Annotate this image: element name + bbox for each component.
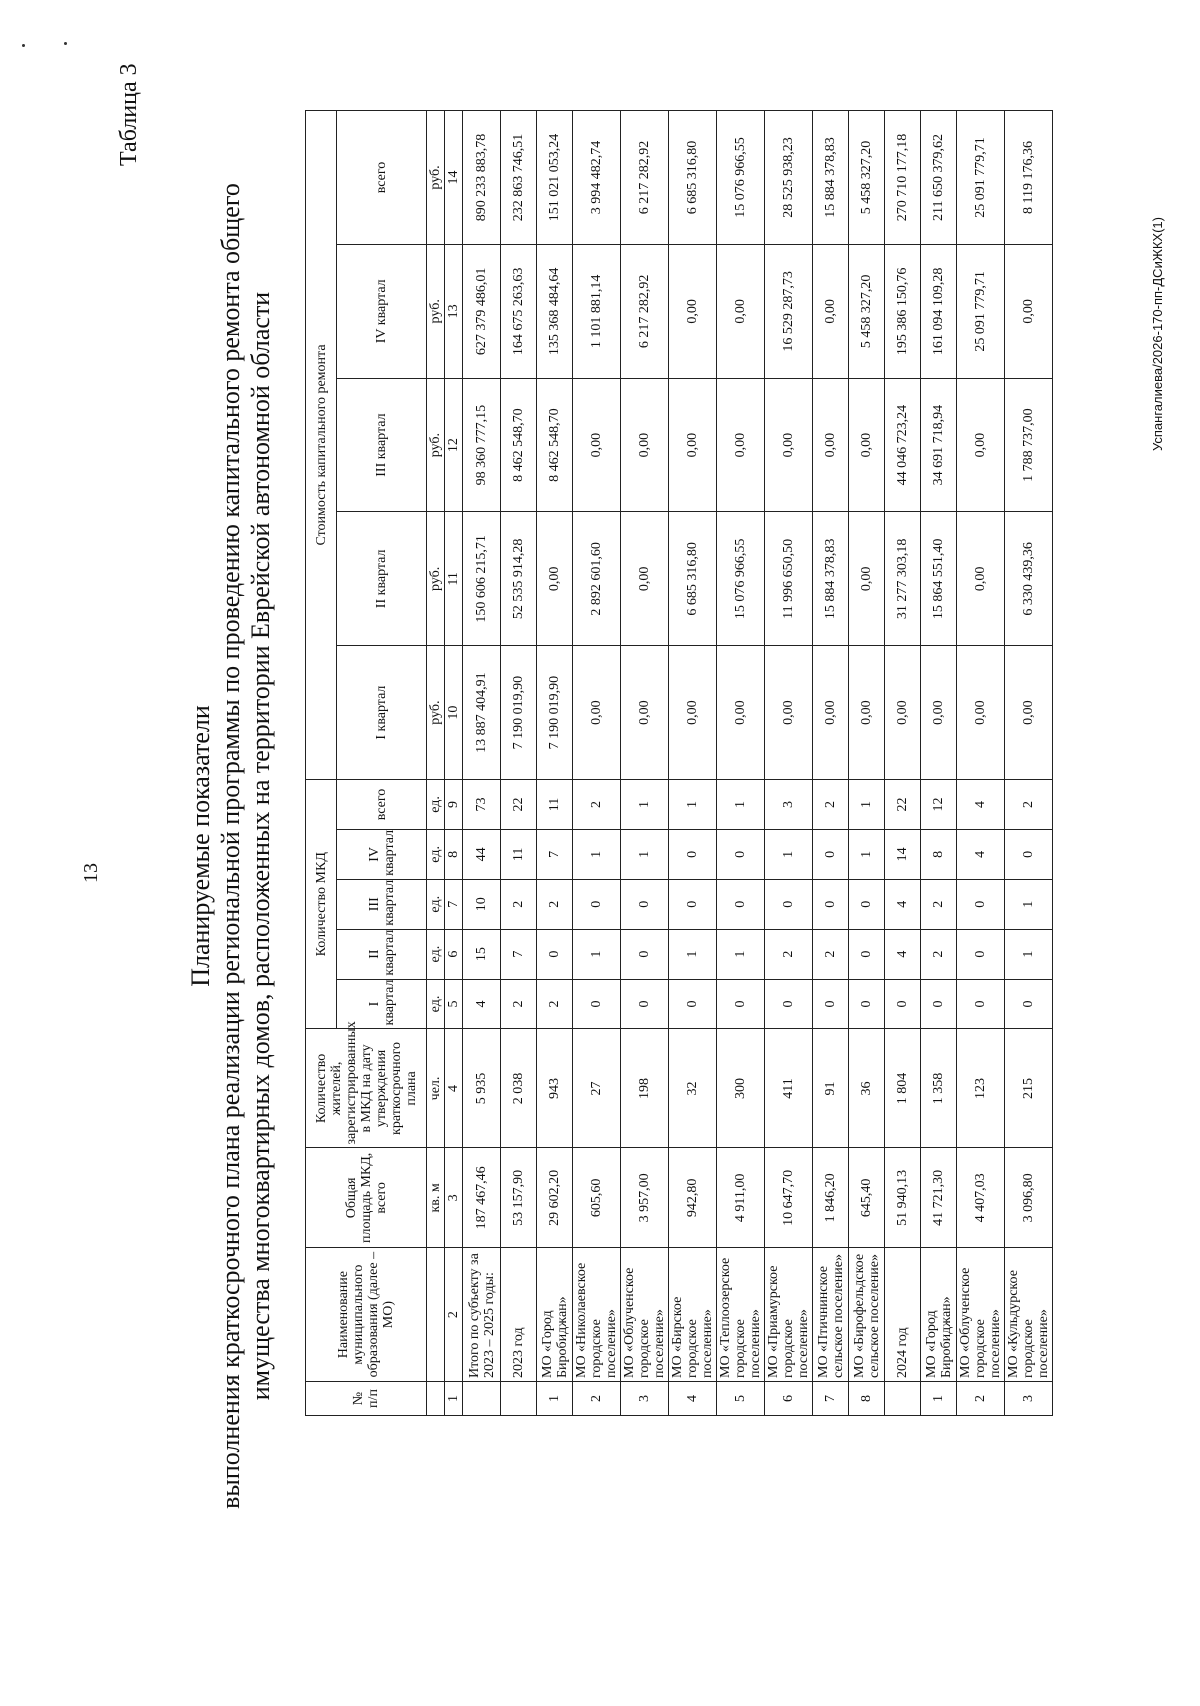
table-cell: 15 864 551,40 bbox=[921, 512, 957, 646]
table-cell: 0,00 bbox=[717, 646, 765, 780]
header-cost-q3: III квартал bbox=[337, 378, 427, 512]
table-cell: 7 190 019,90 bbox=[537, 646, 573, 780]
table-cell: 2 892 601,60 bbox=[573, 512, 621, 646]
table-cell: 0 bbox=[765, 879, 813, 929]
table-cell: 1 bbox=[1005, 879, 1053, 929]
table-cell: МО «Облученское городское поселение» bbox=[957, 1248, 1005, 1382]
table-cell: 1 bbox=[921, 1382, 957, 1416]
table-cell: 1 bbox=[537, 1382, 573, 1416]
table-cell: 98 360 777,15 bbox=[463, 378, 501, 512]
table-row bbox=[501, 111, 537, 1416]
table-row bbox=[1005, 111, 1053, 1416]
table-cell: МО «Приамурское городское поселение» bbox=[765, 1248, 813, 1382]
table-cell: 0,00 bbox=[669, 646, 717, 780]
table-cell: 0,00 bbox=[849, 378, 885, 512]
header-mkd-group: Количество МКД bbox=[306, 779, 337, 1028]
table-cell: 0 bbox=[957, 929, 1005, 979]
table-cell bbox=[463, 1382, 501, 1416]
table-cell: 0 bbox=[849, 929, 885, 979]
header-mkd-q4: IV квартал bbox=[337, 829, 427, 879]
units-row bbox=[427, 111, 445, 1416]
table-cell: 1 bbox=[849, 779, 885, 829]
table-cell: 3 994 482,74 bbox=[573, 111, 621, 245]
table-cell: 0 bbox=[621, 979, 669, 1029]
title-line: Планируемые показатели bbox=[186, 705, 215, 987]
table-cell: 2 bbox=[921, 879, 957, 929]
table-cell: 0,00 bbox=[669, 244, 717, 378]
unit-cell: руб. bbox=[427, 244, 445, 378]
table-cell: 300 bbox=[717, 1029, 765, 1148]
table-cell: 6 330 439,36 bbox=[1005, 512, 1053, 646]
table-row bbox=[765, 111, 813, 1416]
unit-cell: ед. bbox=[427, 879, 445, 929]
table-body bbox=[463, 111, 1053, 1416]
table-cell: 1 bbox=[621, 829, 669, 879]
table-cell: 25 091 779,71 bbox=[957, 244, 1005, 378]
table-cell: 0,00 bbox=[621, 512, 669, 646]
table-cell: 5 bbox=[717, 1382, 765, 1416]
table-cell: 1 bbox=[669, 779, 717, 829]
indicators-table bbox=[305, 110, 1053, 1416]
table-cell: 0,00 bbox=[621, 646, 669, 780]
table-cell: 16 529 287,73 bbox=[765, 244, 813, 378]
table-cell: 0 bbox=[1005, 829, 1053, 879]
table-cell: 1 bbox=[1005, 929, 1053, 979]
table-cell: 6 217 282,92 bbox=[621, 111, 669, 245]
table-cell: 0 bbox=[669, 879, 717, 929]
table-cell: МО «Бирофельдское сельское поселение» bbox=[849, 1248, 885, 1382]
table-cell: 11 bbox=[537, 779, 573, 829]
column-number-cell: 10 bbox=[445, 646, 463, 780]
table-cell: 135 368 484,64 bbox=[537, 244, 573, 378]
table-cell: 151 021 053,24 bbox=[537, 111, 573, 245]
unit-cell: руб. bbox=[427, 646, 445, 780]
table-cell: 36 bbox=[849, 1029, 885, 1148]
column-number-cell: 6 bbox=[445, 929, 463, 979]
table-row bbox=[885, 111, 921, 1416]
table-cell: МО «Город Биробиджан» bbox=[537, 1248, 573, 1382]
table-cell: 0 bbox=[717, 979, 765, 1029]
table-cell: 7 bbox=[501, 929, 537, 979]
table-cell: 2 bbox=[1005, 779, 1053, 829]
table-cell: 123 bbox=[957, 1029, 1005, 1148]
table-cell: МО «Теплоозерское городское поселение» bbox=[717, 1248, 765, 1382]
table-label: Таблица 3 bbox=[116, 63, 142, 166]
table-cell: 0,00 bbox=[717, 378, 765, 512]
table-cell: 34 691 718,94 bbox=[921, 378, 957, 512]
table-cell: МО «Николаевское городское поселение» bbox=[573, 1248, 621, 1382]
table-cell: 0 bbox=[885, 979, 921, 1029]
table-cell: 3 bbox=[621, 1382, 669, 1416]
table-cell: 8 119 176,36 bbox=[1005, 111, 1053, 245]
table-row bbox=[921, 111, 957, 1416]
header-cost-total: всего bbox=[337, 111, 427, 245]
table-cell: 0,00 bbox=[669, 378, 717, 512]
unit-cell: руб. bbox=[427, 111, 445, 245]
table-cell: 232 863 746,51 bbox=[501, 111, 537, 245]
table-cell: 15 884 378,83 bbox=[813, 111, 849, 245]
table-row bbox=[717, 111, 765, 1416]
table-cell: 15 076 966,55 bbox=[717, 111, 765, 245]
table-cell: 0 bbox=[921, 979, 957, 1029]
table-cell: 0 bbox=[621, 929, 669, 979]
table-cell: 2 bbox=[765, 929, 813, 979]
table-cell: 0,00 bbox=[717, 244, 765, 378]
header-mkd-q2: II квартал bbox=[337, 929, 427, 979]
table-cell: 187 467,46 bbox=[463, 1148, 501, 1248]
table-cell: 27 bbox=[573, 1029, 621, 1148]
header-mkd-q3: III квартал bbox=[337, 879, 427, 929]
header-cost-q4: IV квартал bbox=[337, 244, 427, 378]
table-cell: 0,00 bbox=[537, 512, 573, 646]
table-cell: 32 bbox=[669, 1029, 717, 1148]
table-cell: 10 bbox=[463, 879, 501, 929]
column-number-cell: 7 bbox=[445, 879, 463, 929]
header-cost-q1: I квартал bbox=[337, 646, 427, 780]
table-row bbox=[573, 111, 621, 1416]
table-cell: 2 bbox=[813, 929, 849, 979]
table-cell: 4 bbox=[463, 979, 501, 1029]
table-cell: 25 091 779,71 bbox=[957, 111, 1005, 245]
title-line: имущества многоквартирных домов, расположенных на территории Еврейской автономной области bbox=[246, 291, 275, 1401]
table-cell: 2 bbox=[537, 979, 573, 1029]
table-cell: 15 bbox=[463, 929, 501, 979]
table-cell: 52 535 914,28 bbox=[501, 512, 537, 646]
table-cell: 0 bbox=[813, 829, 849, 879]
unit-cell: руб. bbox=[427, 512, 445, 646]
table-cell: МО «Облученское городское поселение» bbox=[621, 1248, 669, 1382]
table-cell: 91 bbox=[813, 1029, 849, 1148]
table-cell: 1 358 bbox=[921, 1029, 957, 1148]
table-cell: 627 379 486,01 bbox=[463, 244, 501, 378]
table-cell: 1 bbox=[573, 929, 621, 979]
table-cell: 73 bbox=[463, 779, 501, 829]
column-number-cell: 11 bbox=[445, 512, 463, 646]
table-cell: 2 038 bbox=[501, 1029, 537, 1148]
table-cell: 41 721,30 bbox=[921, 1148, 957, 1248]
table-cell: 22 bbox=[885, 779, 921, 829]
table-cell: 411 bbox=[765, 1029, 813, 1148]
table-cell: 12 bbox=[921, 779, 957, 829]
header-mkd-q1: I квартал bbox=[337, 979, 427, 1029]
table-cell: 1 bbox=[717, 779, 765, 829]
table-cell: 8 462 548,70 bbox=[501, 378, 537, 512]
column-number-cell: 2 bbox=[445, 1248, 463, 1382]
table-cell: 0 bbox=[813, 979, 849, 1029]
table-cell: 2 bbox=[813, 779, 849, 829]
unit-cell: чел. bbox=[427, 1029, 445, 1148]
table-cell: 0,00 bbox=[957, 646, 1005, 780]
table-cell: 1 bbox=[717, 929, 765, 979]
table-cell: 605,60 bbox=[573, 1148, 621, 1248]
table-cell: 11 996 650,50 bbox=[765, 512, 813, 646]
table-cell: 6 685 316,80 bbox=[669, 512, 717, 646]
table-cell: 0 bbox=[717, 879, 765, 929]
column-number-cell: 3 bbox=[445, 1148, 463, 1248]
column-number-cell: 5 bbox=[445, 979, 463, 1029]
table-cell: 2023 год bbox=[501, 1248, 537, 1382]
column-number-cell: 14 bbox=[445, 111, 463, 245]
table-cell: 0,00 bbox=[813, 378, 849, 512]
table-cell: 51 940,13 bbox=[885, 1148, 921, 1248]
table-cell: 29 602,20 bbox=[537, 1148, 573, 1248]
title-line: выполнения краткосрочного плана реализации региональной программы по проведению капитального ремонта общего bbox=[216, 183, 245, 1509]
page-number: 13 bbox=[80, 863, 102, 883]
table-cell: 5 458 327,20 bbox=[849, 111, 885, 245]
table-cell: 5 935 bbox=[463, 1029, 501, 1148]
table-cell: 53 157,90 bbox=[501, 1148, 537, 1248]
table-cell: 164 675 263,63 bbox=[501, 244, 537, 378]
unit-cell: ед. bbox=[427, 929, 445, 979]
column-number-cell: 1 bbox=[445, 1382, 463, 1416]
table-cell: 7 bbox=[813, 1382, 849, 1416]
table-cell: 0,00 bbox=[849, 646, 885, 780]
table-cell: 3 bbox=[1005, 1382, 1053, 1416]
table-row bbox=[537, 111, 573, 1416]
column-number-cell: 8 bbox=[445, 829, 463, 879]
table-cell: 270 710 177,18 bbox=[885, 111, 921, 245]
table-cell bbox=[885, 1382, 921, 1416]
table-cell: 14 bbox=[885, 829, 921, 879]
table-cell: 0,00 bbox=[621, 378, 669, 512]
table-cell: 2 bbox=[501, 979, 537, 1029]
table-cell bbox=[501, 1382, 537, 1416]
table-cell: МО «Город Биробиджан» bbox=[921, 1248, 957, 1382]
table-cell: 0,00 bbox=[765, 646, 813, 780]
table-cell: 5 458 327,20 bbox=[849, 244, 885, 378]
table-cell: 943 bbox=[537, 1029, 573, 1148]
header-name: Наименование муниципального образования (далее – МО) bbox=[306, 1248, 427, 1382]
table-cell: 0 bbox=[1005, 979, 1053, 1029]
table-cell: 2 bbox=[921, 929, 957, 979]
table-cell: 198 bbox=[621, 1029, 669, 1148]
table-cell: 0 bbox=[957, 979, 1005, 1029]
table-cell: 1 bbox=[849, 829, 885, 879]
table-cell: 0,00 bbox=[573, 378, 621, 512]
table-cell: 195 386 150,76 bbox=[885, 244, 921, 378]
table-row bbox=[849, 111, 885, 1416]
table-cell: 0 bbox=[669, 979, 717, 1029]
table-cell: 211 650 379,62 bbox=[921, 111, 957, 245]
column-number-cell: 4 bbox=[445, 1029, 463, 1148]
unit-cell: ед. bbox=[427, 779, 445, 829]
table-cell: 2024 год bbox=[885, 1248, 921, 1382]
table-cell: 1 bbox=[669, 929, 717, 979]
table-cell: 1 788 737,00 bbox=[1005, 378, 1053, 512]
table-cell: 6 bbox=[765, 1382, 813, 1416]
unit-cell bbox=[427, 1248, 445, 1382]
table-row bbox=[813, 111, 849, 1416]
table-row bbox=[463, 111, 501, 1416]
table-cell: 0,00 bbox=[1005, 244, 1053, 378]
table-cell: МО «Бирское городское поселение» bbox=[669, 1248, 717, 1382]
table-cell: 4 bbox=[885, 879, 921, 929]
table-cell: 13 887 404,91 bbox=[463, 646, 501, 780]
table-cell: 2 bbox=[573, 1382, 621, 1416]
document-title bbox=[186, 86, 276, 1606]
table-cell: 0 bbox=[669, 829, 717, 879]
table-cell: 161 094 109,28 bbox=[921, 244, 957, 378]
table-cell: 0,00 bbox=[885, 646, 921, 780]
table-cell: 1 101 881,14 bbox=[573, 244, 621, 378]
table-cell: Итого по субъекту за 2023 – 2025 годы: bbox=[463, 1248, 501, 1382]
table-cell: 31 277 303,18 bbox=[885, 512, 921, 646]
unit-cell bbox=[427, 1382, 445, 1416]
table-cell: 0 bbox=[813, 879, 849, 929]
table-cell: 7 bbox=[537, 829, 573, 879]
table-cell: 1 bbox=[621, 779, 669, 829]
table-cell: 8 462 548,70 bbox=[537, 378, 573, 512]
unit-cell: руб. bbox=[427, 378, 445, 512]
table-cell: 890 233 883,78 bbox=[463, 111, 501, 245]
table-cell: 4 407,03 bbox=[957, 1148, 1005, 1248]
column-number-cell: 13 bbox=[445, 244, 463, 378]
table-cell: 0,00 bbox=[957, 512, 1005, 646]
table-cell: 10 647,70 bbox=[765, 1148, 813, 1248]
table-cell: МО «Птичнинское сельское поселение» bbox=[813, 1248, 849, 1382]
table-cell: 15 076 966,55 bbox=[717, 512, 765, 646]
header-cost-q2: II квартал bbox=[337, 512, 427, 646]
unit-cell: кв. м bbox=[427, 1148, 445, 1248]
table-cell: 0 bbox=[621, 879, 669, 929]
footer-reference: Успангалиева/2026-170-пп-ДСиЖКХ(1) bbox=[1150, 217, 1165, 451]
table-cell: 8 bbox=[921, 829, 957, 879]
table-cell: 0,00 bbox=[813, 646, 849, 780]
table-cell: 0 bbox=[957, 879, 1005, 929]
header-mkd-total: всего bbox=[337, 779, 427, 829]
table-cell: 942,80 bbox=[669, 1148, 717, 1248]
table-cell: 4 bbox=[957, 779, 1005, 829]
table-cell: 0,00 bbox=[813, 244, 849, 378]
column-numbers-row bbox=[445, 111, 463, 1416]
table-cell: 0,00 bbox=[921, 646, 957, 780]
table-cell: 2 bbox=[501, 879, 537, 929]
table-cell: 3 096,80 bbox=[1005, 1148, 1053, 1248]
table-cell: 1 804 bbox=[885, 1029, 921, 1148]
table-cell: 4 bbox=[957, 829, 1005, 879]
table-cell: 44 046 723,24 bbox=[885, 378, 921, 512]
table-cell: 22 bbox=[501, 779, 537, 829]
table-cell: 4 bbox=[885, 929, 921, 979]
table-cell: 15 884 378,83 bbox=[813, 512, 849, 646]
table-cell: 0,00 bbox=[573, 646, 621, 780]
table-cell: 0 bbox=[537, 929, 573, 979]
table-row bbox=[621, 111, 669, 1416]
table-cell: 0 bbox=[765, 979, 813, 1029]
table-cell: 0 bbox=[849, 879, 885, 929]
unit-cell: ед. bbox=[427, 979, 445, 1029]
table-cell: 0 bbox=[573, 979, 621, 1029]
table-cell: 215 bbox=[1005, 1029, 1053, 1148]
table-cell: 645,40 bbox=[849, 1148, 885, 1248]
table-cell: 4 bbox=[669, 1382, 717, 1416]
table-cell: 6 685 316,80 bbox=[669, 111, 717, 245]
table-cell: 150 606 215,71 bbox=[463, 512, 501, 646]
column-number-cell: 12 bbox=[445, 378, 463, 512]
table-cell: 1 bbox=[573, 829, 621, 879]
table-cell: 2 bbox=[537, 879, 573, 929]
table-cell: 28 525 938,23 bbox=[765, 111, 813, 245]
table-cell: 0,00 bbox=[957, 378, 1005, 512]
table-cell: 1 846,20 bbox=[813, 1148, 849, 1248]
table-cell: 44 bbox=[463, 829, 501, 879]
table-cell: 11 bbox=[501, 829, 537, 879]
table-cell: 3 957,00 bbox=[621, 1148, 669, 1248]
table-cell: 0,00 bbox=[849, 512, 885, 646]
table-cell: 2 bbox=[573, 779, 621, 829]
table-cell: 4 911,00 bbox=[717, 1148, 765, 1248]
table-row bbox=[669, 111, 717, 1416]
table-cell: 1 bbox=[765, 829, 813, 879]
table-cell: 3 bbox=[765, 779, 813, 829]
table-cell: 0,00 bbox=[1005, 646, 1053, 780]
header-num: № п/п bbox=[306, 1382, 427, 1416]
table-row bbox=[957, 111, 1005, 1416]
table-cell: МО «Кульдурское городское поселение» bbox=[1005, 1248, 1053, 1382]
table-cell: 0,00 bbox=[765, 378, 813, 512]
table-cell: 6 217 282,92 bbox=[621, 244, 669, 378]
column-number-cell: 9 bbox=[445, 779, 463, 829]
table-cell: 2 bbox=[957, 1382, 1005, 1416]
table-cell: 7 190 019,90 bbox=[501, 646, 537, 780]
table-cell: 8 bbox=[849, 1382, 885, 1416]
table-cell: 0 bbox=[849, 979, 885, 1029]
table-cell: 0 bbox=[573, 879, 621, 929]
header-residents: Количество жителей, зарегистрированных в МКД на дату утверждения краткосрочного плана bbox=[306, 1029, 427, 1148]
table-cell: 0 bbox=[717, 829, 765, 879]
unit-cell: ед. bbox=[427, 829, 445, 879]
header-cost-group: Стоимость капитального ремонта bbox=[306, 111, 337, 780]
header-area: Общая площадь МКД, всего bbox=[306, 1148, 427, 1248]
